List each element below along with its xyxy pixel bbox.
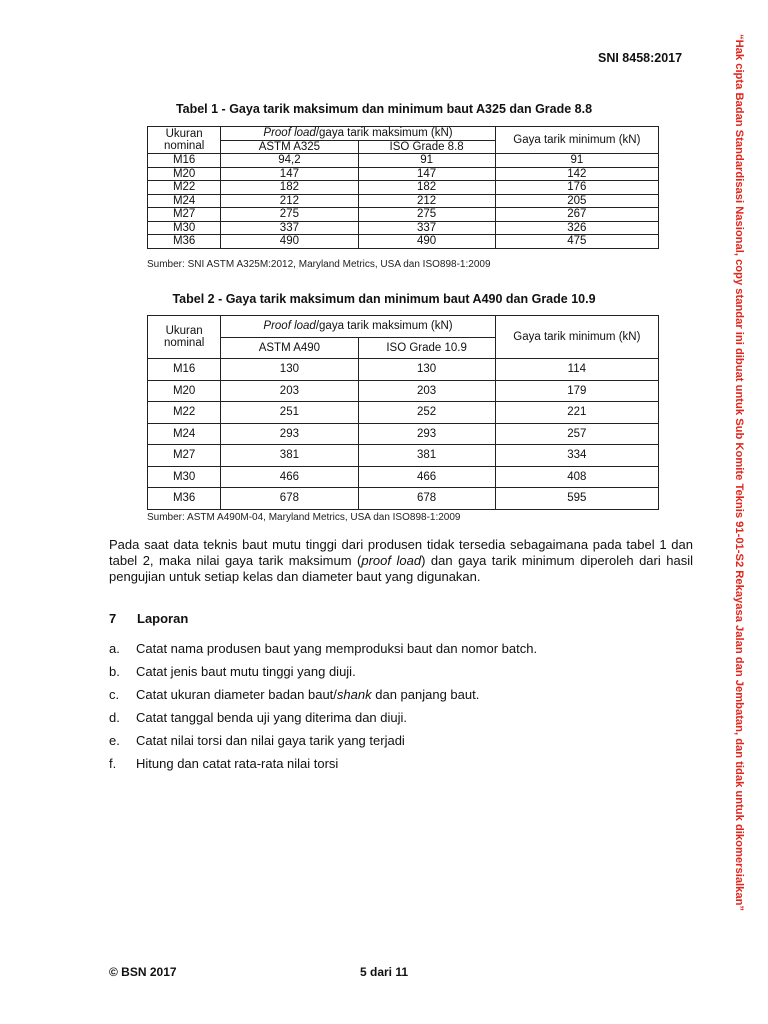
footer-copyright: © BSN 2017 <box>109 965 177 979</box>
list-marker: d. <box>109 710 120 725</box>
table-row <box>148 181 659 195</box>
table-cell: 381 <box>358 445 495 467</box>
table-cell: 466 <box>221 466 358 488</box>
table-cell: 678 <box>358 488 495 510</box>
table-cell: M24 <box>148 194 221 208</box>
list-text-italic: shank <box>336 687 372 702</box>
table-row <box>148 466 659 488</box>
header-proof-italic: Proof load <box>263 127 316 140</box>
table-cell: 337 <box>221 221 358 235</box>
table-cell: 221 <box>495 402 658 424</box>
table1-header-nominal <box>148 127 221 154</box>
table-cell: 182 <box>358 181 495 195</box>
table-cell: 257 <box>495 423 658 445</box>
table-cell: 147 <box>358 167 495 181</box>
table-cell: M16 <box>148 154 221 168</box>
table2-title: Tabel 2 - Gaya tarik maksimum dan minimum baut A490 dan Grade 10.9 <box>172 292 596 306</box>
table-cell: M22 <box>148 181 221 195</box>
table-row <box>148 235 659 249</box>
table-cell: 466 <box>358 466 495 488</box>
list-marker: f. <box>109 756 117 771</box>
table-cell: M30 <box>148 466 221 488</box>
header-nominal-line1: Ukuran <box>165 324 203 337</box>
table-cell: 490 <box>358 235 495 249</box>
table-cell: 212 <box>221 194 358 208</box>
table-cell: 203 <box>221 380 358 402</box>
table-cell: 490 <box>221 235 358 249</box>
header-nominal-line2: nominal <box>164 337 205 349</box>
table-row <box>148 402 659 424</box>
list-text: Catat nilai torsi dan nilai gaya tarik yang terjadi <box>136 733 405 748</box>
table-cell: 252 <box>358 402 495 424</box>
table2-header-proof <box>221 316 495 338</box>
table-cell: 203 <box>358 380 495 402</box>
table-cell: 337 <box>358 221 495 235</box>
table-cell: M22 <box>148 402 221 424</box>
table-cell: 326 <box>495 221 658 235</box>
table1-header-proof <box>221 127 495 141</box>
table-cell: 275 <box>358 208 495 222</box>
table-cell: 130 <box>221 359 358 381</box>
table-cell: 142 <box>495 167 658 181</box>
table-cell: M36 <box>148 488 221 510</box>
footer-page-number: 5 dari 11 <box>360 965 409 979</box>
table1-source: Sumber: SNI ASTM A325M:2012, Maryland Metrics, USA dan ISO898-1:2009 <box>147 259 491 270</box>
list-marker: c. <box>109 687 120 702</box>
table-row <box>148 221 659 235</box>
table-cell: 179 <box>495 380 658 402</box>
table-cell: 114 <box>495 359 658 381</box>
list-marker: b. <box>109 664 120 679</box>
table-row <box>148 380 659 402</box>
table-cell: M30 <box>148 221 221 235</box>
table-row <box>148 445 659 467</box>
table-cell: M16 <box>148 359 221 381</box>
list-item <box>109 687 479 702</box>
header-proof-rest: /gaya tarik maksimum (kN) <box>315 127 453 140</box>
table-row <box>148 194 659 208</box>
table-cell: M20 <box>148 167 221 181</box>
table1 <box>147 126 659 249</box>
table-cell: M27 <box>148 208 221 222</box>
paragraph-italic: proof load <box>361 553 422 568</box>
table-cell: 205 <box>495 194 658 208</box>
table-row <box>148 154 659 168</box>
table1-header-iso: ISO Grade 8.8 <box>358 140 495 154</box>
table2 <box>147 315 659 510</box>
list-text: Catat tanggal benda uji yang diterima dan diuji. <box>136 710 408 725</box>
header-nominal-line2: nominal <box>164 140 205 152</box>
list-item <box>109 641 537 656</box>
list-text-pre: Catat ukuran diameter badan baut/ <box>136 687 337 702</box>
section-number: 7 <box>109 611 117 626</box>
table-row <box>148 208 659 222</box>
table-cell: 275 <box>221 208 358 222</box>
paragraph-part2: ) dan gaya tarik minimum diperoleh dari hasil pengujian untuk setiap kelas dan diameter baut yang digunakan. <box>109 553 693 584</box>
table-cell: 212 <box>358 194 495 208</box>
table-cell: 334 <box>495 445 658 467</box>
table-row <box>148 359 659 381</box>
table-cell: 381 <box>221 445 358 467</box>
table1-header-astm: ASTM A325 <box>221 140 358 154</box>
table1-header-min: Gaya tarik minimum (kN) <box>495 127 658 154</box>
table-cell: M20 <box>148 380 221 402</box>
table-cell: 91 <box>495 154 658 168</box>
table-cell: M36 <box>148 235 221 249</box>
table-cell: 130 <box>358 359 495 381</box>
table-cell: 267 <box>495 208 658 222</box>
table-cell: 251 <box>221 402 358 424</box>
table-cell: 293 <box>358 423 495 445</box>
header-proof-italic: Proof load <box>263 320 316 333</box>
table2-header-min: Gaya tarik minimum (kN) <box>495 316 658 359</box>
section-title: Laporan <box>137 611 189 626</box>
table-cell: 182 <box>221 181 358 195</box>
table-row <box>148 488 659 510</box>
table-row <box>148 423 659 445</box>
table-cell: 408 <box>495 466 658 488</box>
table2-header-nominal <box>148 316 221 359</box>
list-item <box>109 756 338 771</box>
table-cell: 147 <box>221 167 358 181</box>
copyright-sidebar-note: “Hak cipta Badan Standardisasi Nasional, copy standar ini dibuat untuk Sub Komite Teknis 91-01-S2 Rekayasa Jalan dan Jembatan, dan tidak untuk dikomersialkan” <box>733 34 745 912</box>
table-cell: 94,2 <box>221 154 358 168</box>
table-cell: 176 <box>495 181 658 195</box>
table-cell: 293 <box>221 423 358 445</box>
list-item <box>109 710 407 725</box>
list-marker: e. <box>109 733 120 748</box>
header-nominal-line1: Ukuran <box>165 127 203 140</box>
table-cell: 91 <box>358 154 495 168</box>
table2-header-iso: ISO Grade 10.9 <box>358 337 495 359</box>
list-item <box>109 733 405 748</box>
table-cell: 475 <box>495 235 658 249</box>
paragraph-part1: Pada saat data teknis baut mutu tinggi dari produsen tidak tersedia sebagaimana pada tabel 1 dan tabel 2, maka nilai gaya tarik maksimum ( <box>109 537 693 568</box>
table-row <box>148 167 659 181</box>
list-text-post: dan panjang baut. <box>371 687 480 702</box>
table1-title: Tabel 1 - Gaya tarik maksimum dan minimum baut A325 dan Grade 8.8 <box>175 102 593 116</box>
table-cell: 595 <box>495 488 658 510</box>
document-code: SNI 8458:2017 <box>598 51 683 65</box>
table-cell: M27 <box>148 445 221 467</box>
list-item <box>109 664 356 679</box>
list-text: Hitung dan catat rata-rata nilai torsi <box>136 756 339 771</box>
table-cell: 678 <box>221 488 358 510</box>
table-cell: M24 <box>148 423 221 445</box>
list-text: Catat jenis baut mutu tinggi yang diuji. <box>136 664 356 679</box>
section-heading <box>109 611 188 626</box>
table2-header-astm: ASTM A490 <box>221 337 358 359</box>
list-text: Catat nama produsen baut yang memproduksi baut dan nomor batch. <box>136 641 538 656</box>
table2-source: Sumber: ASTM A490M-04, Maryland Metrics, USA dan ISO898-1:2009 <box>147 512 461 523</box>
header-proof-rest: /gaya tarik maksimum (kN) <box>315 320 453 333</box>
list-marker: a. <box>109 641 120 656</box>
body-paragraph <box>109 537 693 585</box>
